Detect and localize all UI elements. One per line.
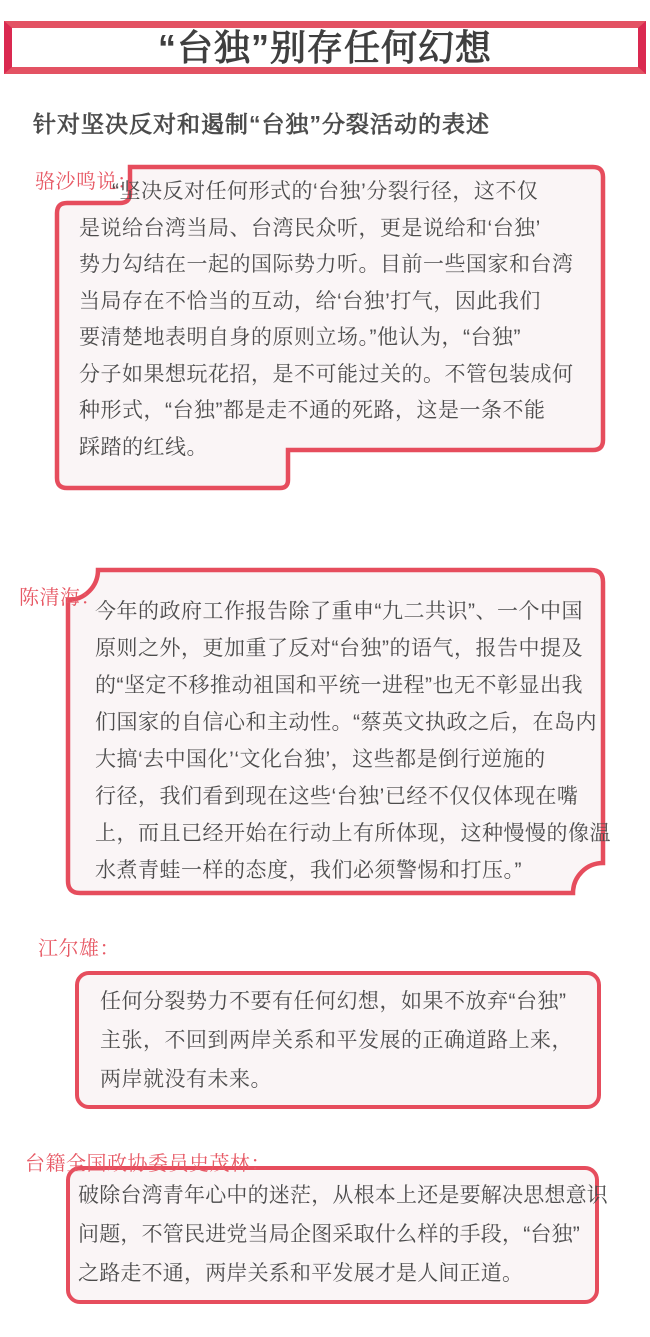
speaker-label-luoshaming: 骆沙鸣说： — [35, 171, 138, 193]
quote-line: 任何分裂势力不要有任何幻想，如果不放弃“台独” — [100, 990, 567, 1013]
quote-line: 是说给台湾当局、台湾民众听，更是说给和‘台独’ — [79, 216, 541, 240]
quote-text-luoshaming — [79, 174, 574, 466]
quote-line: 要清楚地表明自身的原则立场。”他认为，“台独” — [79, 326, 521, 349]
quote-line: 上，而且已经开始在行动上有所体现，这种慢慢的像温 — [95, 822, 611, 845]
quote-line: 踩踏的红线。 — [79, 435, 208, 459]
speaker-label-jiangerxiong: 江尔雄： — [38, 938, 120, 960]
quote-line: 行径，我们看到现在这些‘台独’已经不仅仅体现在嘴 — [95, 785, 579, 808]
quote-text-shimaolin — [78, 1176, 608, 1293]
quote-text-jiangerxiong — [100, 982, 573, 1099]
quote-line: “坚决反对任何形式的‘台独’分裂行径，这不仅 — [112, 180, 539, 203]
quote-line: 分子如果想玩花招，是不可能过关的。不管包装成何 — [79, 362, 574, 386]
quote-line: 破除台湾青年心中的迷茫，从根本上还是要解决思想意识 — [78, 1184, 608, 1207]
subtitle: 针对坚决反对和遏制“台独”分裂活动的表述 — [33, 111, 490, 137]
quote-line: 大搞‘去中国化’‘文化台独’，这些都是倒行逆施的 — [95, 748, 546, 771]
quote-line: 水煮青蛙一样的态度，我们必须警惕和打压。” — [95, 859, 522, 882]
quote-line: 原则之外，更加重了反对“台独”的语气，报告中提及 — [95, 637, 583, 660]
quote-line: 势力勾结在一起的国际势力听。目前一些国家和台湾 — [79, 253, 574, 276]
speaker-label-chenqinghai: 陈清海： — [19, 587, 101, 609]
quote-text-chenqinghai — [95, 593, 611, 889]
speaker-label-shimaolin: 台籍全国政协委员史茂林： — [25, 1153, 271, 1175]
quote-line: 两岸就没有未来。 — [100, 1068, 272, 1091]
quote-line: 的“坚定不移推动祖国和平统一进程”也无不彰显出我 — [95, 674, 583, 697]
quote-line: 主张，不回到两岸关系和平发展的正确道路上来， — [100, 1029, 573, 1052]
quote-line: 今年的政府工作报告除了重申“九二共识”、一个中国 — [95, 600, 583, 623]
quote-line: 之路走不通，两岸关系和平发展才是人间正道。 — [78, 1262, 524, 1285]
quote-line: 们国家的自信心和主动性。“蔡英文执政之后，在岛内 — [95, 711, 597, 734]
quote-line: 当局存在不恰当的互动，给‘台独’打气，因此我们 — [79, 289, 541, 313]
quote-line: 问题，不管民进党当局企图采取什么样的手段，“台独” — [78, 1223, 580, 1246]
title-banner — [4, 21, 646, 74]
quote-line: 种形式，“台独”都是走不通的死路，这是一条不能 — [79, 399, 546, 422]
page-title: “台独”别存任何幻想 — [157, 26, 492, 68]
